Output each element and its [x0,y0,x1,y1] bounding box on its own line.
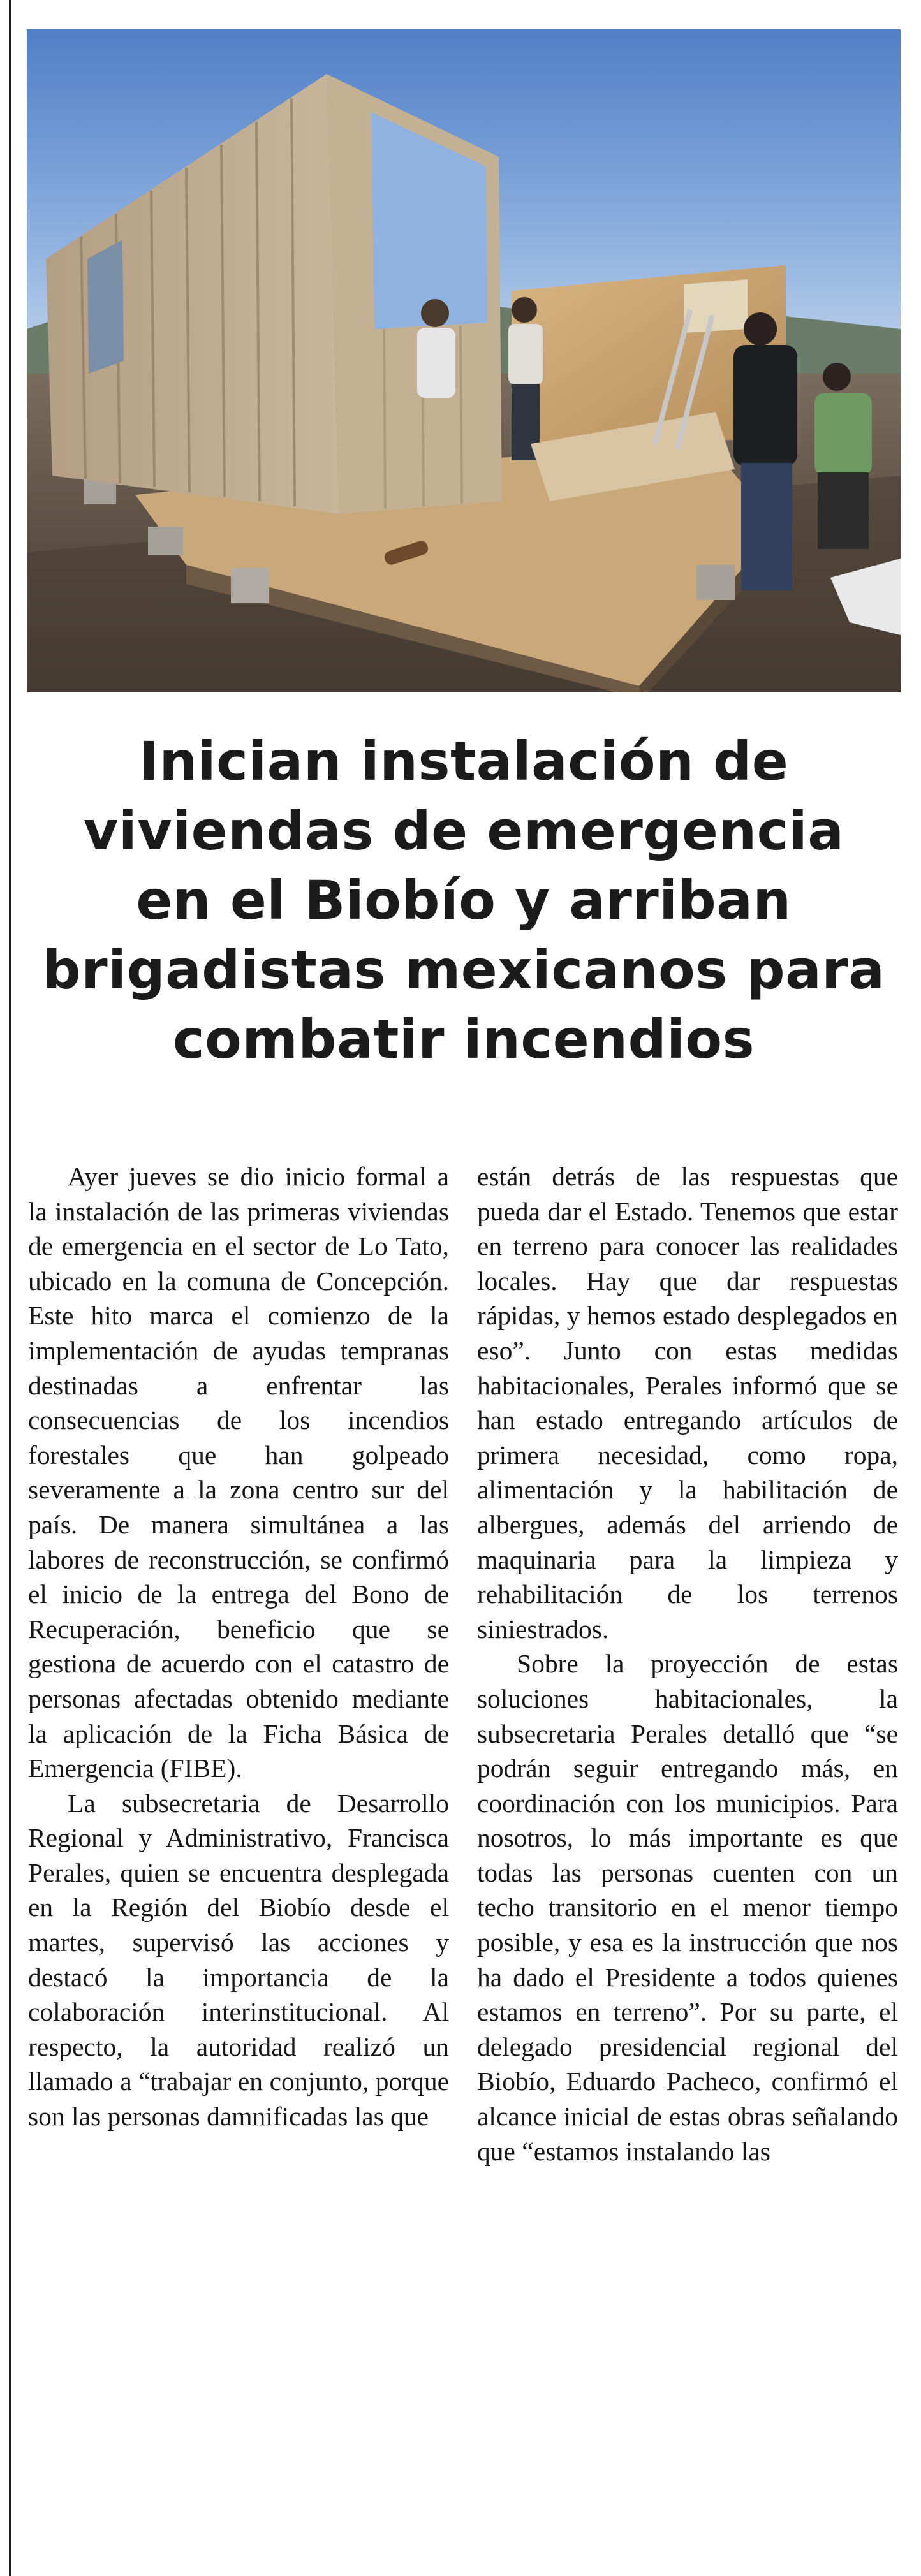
column-rule [9,0,11,2576]
body-paragraph: La subsecretaria de Desarrollo Regional y Administrativo, Francisca Perales, quien se encuentra desplegada en la Región del Biobío desde el martes, supervisó las acciones y destacó la importancia de la colaboración interinstitucional. Al respecto, la autoridad realizó un llamado a “trabajar en conjunto, porque son las personas damnificadas las que [28,1788,449,2132]
body-paragraph: Sobre la proyección de estas soluciones habitacionales, la subsecretaria Perales detalló que “se podrán seguir entregando más, en coordinación con los municipios. Para nosotros, lo más importante es que todas las personas cuenten con un techo transitorio en el menor tiempo posible, y esa es la instrucción que nos ha dado el Presidente a todos quienes estamos en terreno”. Por su parte, el delegado presidencial regional del Biobío, Eduardo Pacheco, confirmó el alcance inicial de estas obras señalando que “estamos instalando las [477,1649,898,2166]
body-paragraph: Ayer jueves se dio inicio formal a la instalación de las primeras viviendas de emergencia en el sector de Lo Tato, ubicado en la comuna de Concepción. Este hito marca el comienzo de la implementación de ayudas tempranas destinadas a enfrentar las consecuencias de los incendios forestales que han golpeado severamente a la zona centro sur del país. De manera simultánea a las labores de reconstrucción, se confirmó el inicio de la entrega del Bono de Recuperación, beneficio que se gestiona de acuerdo con el catastro de personas afectadas obtenido mediante la aplicación de la Ficha Básica de Emergencia (FIBE). [28,1162,449,1783]
headline-line: Inician instalación de [138,730,789,793]
headline-line: viviendas de emergencia [83,800,844,862]
headline-line: brigadistas mexicanos para [42,939,885,1001]
body-column-right [477,1159,898,2169]
headline-line: en el Biobío y arriban [136,869,792,932]
headline-line: combatir incendios [172,1008,755,1071]
body-paragraph: están detrás de las respuestas que pueda dar el Estado. Tenemos que estar en terreno para conocer las realidades locales. Hay que dar respuestas rápidas, y hemos estado desplegados en eso”. Junto con estas medidas habitacionales, Perales informó que se han estado entregando artículos de primera necesidad, como ropa, alimentación y la habilitación de albergues, además del arriendo de maquinaria para la limpieza y rehabilitación de los terrenos siniestrados. [477,1162,898,1644]
construction-photo [27,29,901,692]
body-column-left [28,1159,449,2134]
headline [27,727,901,1074]
construction-photo-icon [27,29,901,692]
